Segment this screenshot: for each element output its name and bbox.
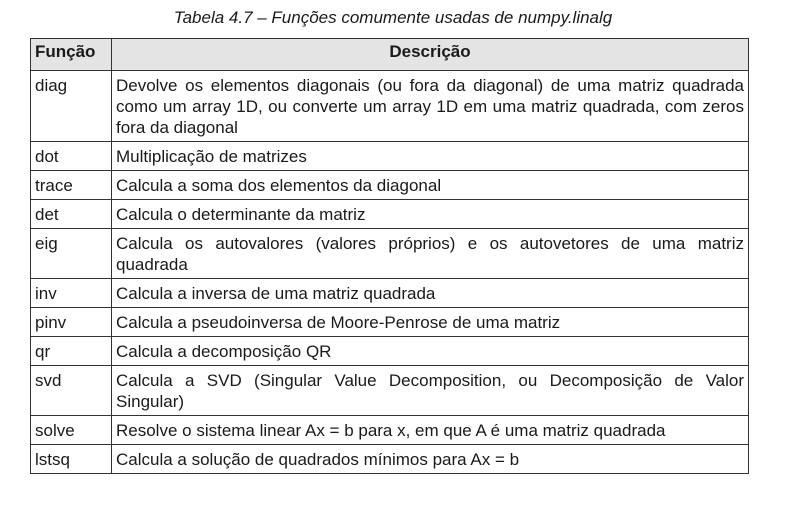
table-row — [31, 71, 749, 142]
function-name: det — [31, 200, 112, 229]
table-row — [31, 366, 749, 416]
function-description: Calcula a pseudoinversa de Moore-Penrose de uma matriz — [112, 308, 749, 337]
table-row — [31, 445, 749, 474]
function-name: lstsq — [31, 445, 112, 474]
function-name: diag — [31, 71, 112, 142]
function-name: eig — [31, 229, 112, 279]
function-description: Calcula a soma dos elementos da diagonal — [112, 171, 749, 200]
function-name: qr — [31, 337, 112, 366]
table-row — [31, 171, 749, 200]
function-description: Calcula a decomposição QR — [112, 337, 749, 366]
function-name: svd — [31, 366, 112, 416]
table-row — [31, 279, 749, 308]
function-name: pinv — [31, 308, 112, 337]
header-description: Descrição — [112, 39, 749, 71]
table-caption: Tabela 4.7 – Funções comumente usadas de numpy.linalg — [173, 8, 613, 27]
table-row — [31, 200, 749, 229]
table-header-row — [31, 39, 749, 71]
table-row — [31, 229, 749, 279]
function-description: Multiplicação de matrizes — [112, 142, 749, 171]
function-description: Calcula os autovalores (valores próprios) e os autovetores de uma matriz quadrada — [112, 229, 749, 279]
table-row — [31, 416, 749, 445]
header-function: Função — [31, 39, 112, 71]
function-description: Calcula o determinante da matriz — [112, 200, 749, 229]
functions-table — [30, 38, 749, 474]
function-description: Calcula a SVD (Singular Value Decomposition, ou Decomposição de Valor Singular) — [112, 366, 749, 416]
function-name: solve — [31, 416, 112, 445]
function-name: inv — [31, 279, 112, 308]
function-description: Resolve o sistema linear Ax = b para x, em que A é uma matriz quadrada — [112, 416, 749, 445]
table-row — [31, 308, 749, 337]
table-row — [31, 337, 749, 366]
function-description: Calcula a solução de quadrados mínimos para Ax = b — [112, 445, 749, 474]
function-description: Calcula a inversa de uma matriz quadrada — [112, 279, 749, 308]
function-description: Devolve os elementos diagonais (ou fora da diagonal) de uma matriz quadrada como um array 1D, ou converte um array 1D em uma matriz quadrada, com zeros fora da diagonal — [112, 71, 749, 142]
function-name: trace — [31, 171, 112, 200]
function-name: dot — [31, 142, 112, 171]
table-row — [31, 142, 749, 171]
